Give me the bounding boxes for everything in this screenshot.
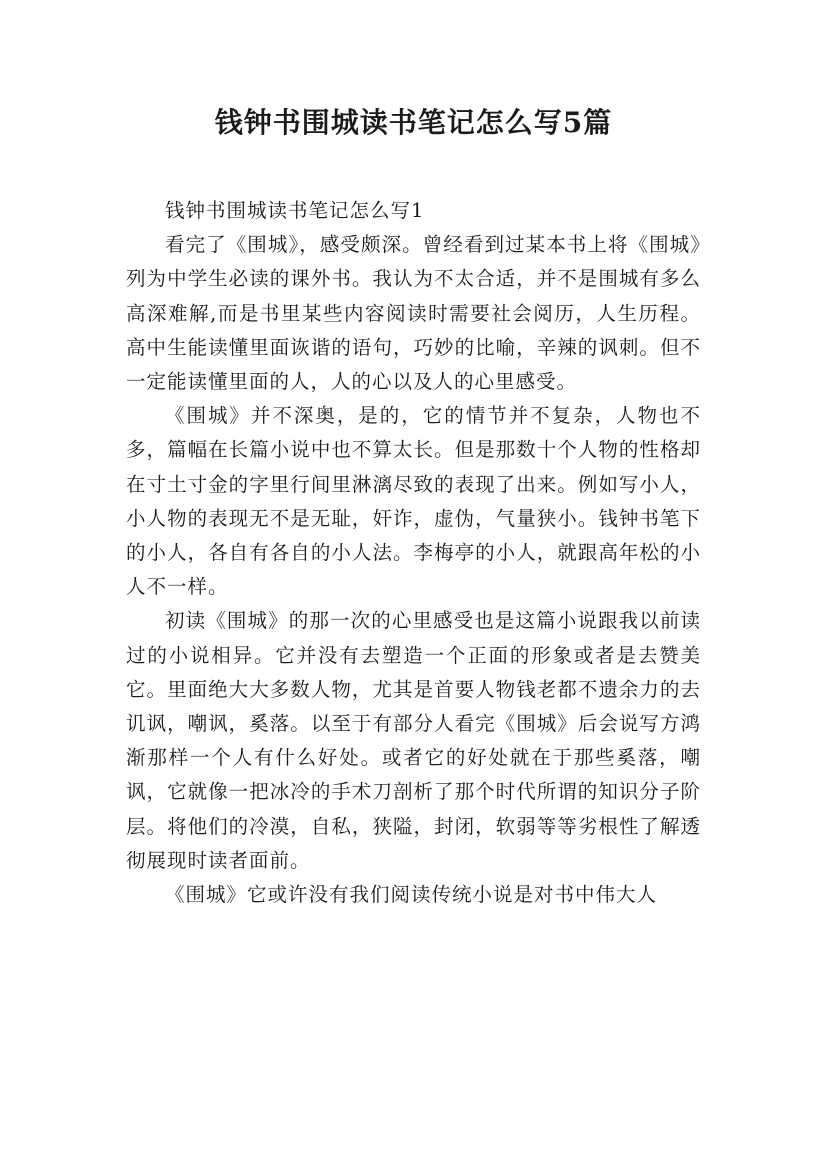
document-title: 钱钟书围城读书笔记怎么写5篇 — [214, 106, 613, 139]
paragraph-4: 《围城》它或许没有我们阅读传统小说是对书中伟大人 — [165, 883, 658, 907]
section-heading: 钱钟书围城读书笔记怎么写1 — [165, 199, 425, 222]
paragraph-3: 初读《围城》的那一次的心里感受也是这篇小说跟我以前读过的小说相异。它并没有去塑造一个正面的形象或者是去赞美它。里面绝大大多数人物，尤其是首要人物钱老都不遗余力的去讥讽，嘲讽，奚落。以至于有部分人看完《围城》后会说写方鸿渐那样一个人有什么好处。或者它的好处就在于那些奚落，嘲讽，它就像一把冰冷的手术刀剖析了那个时代所谓的知识分子阶层。将他们的冷漠，自私，狭隘，封闭，软弱等等劣根性了解透彻展现时读者面前。 — [126, 609, 701, 872]
document-body — [126, 194, 701, 912]
paragraph-1: 看完了《围城》，感受颇深。曾经看到过某本书上将《围城》列为中学生必读的课外书。我认为不太合适，并不是围城有多么高深难解,而是书里某些内容阅读时需要社会阅历，人生历程。高中生能读懂里面诙谐的语句，巧妙的比喻，辛辣的讽刺。但不一定能读懂里面的人，人的心以及人的心里感受。 — [126, 233, 701, 394]
paragraph-2: 《围城》并不深奥，是的，它的情节并不复杂，人物也不多，篇幅在长篇小说中也不算太长。但是那数十个人物的性格却在寸土寸金的字里行间里淋漓尽致的表现了出来。例如写小人，小人物的表现无不是无耻，奸诈，虚伪，气量狭小。钱钟书笔下的小人，各自有各自的小人法。李梅亭的小人，就跟高年松的小人不一样。 — [126, 404, 701, 599]
